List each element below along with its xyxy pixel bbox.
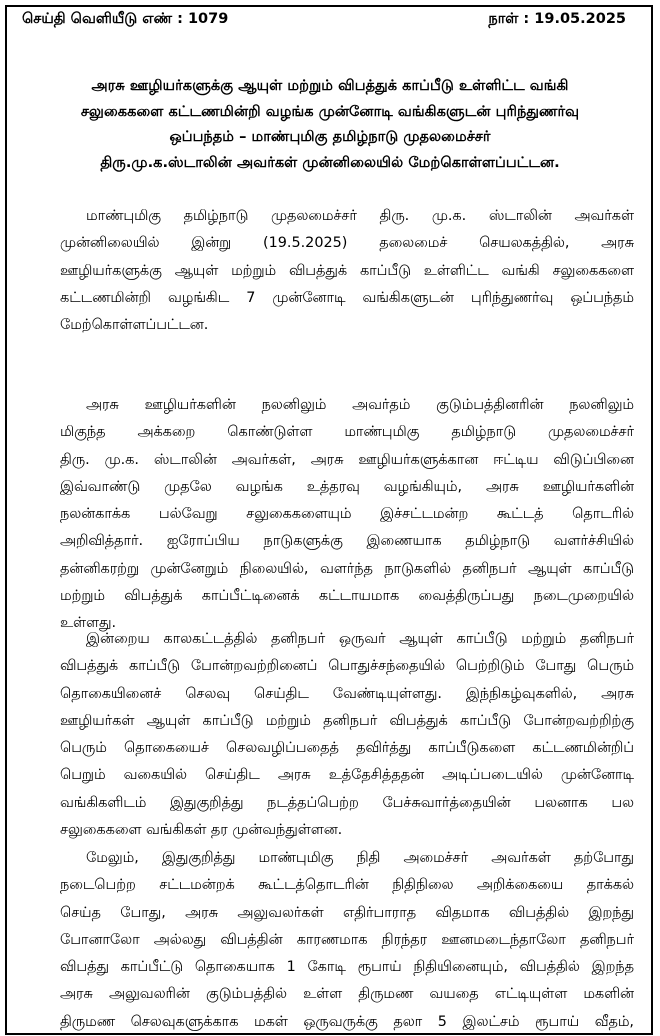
paragraph-line: கட்டணமின்றி வழங்கிட 7 முன்னோடி வங்கிகளுடன் புரிந்துணர்வு ஒப்பந்தம் — [60, 289, 634, 306]
paragraph-2 — [60, 392, 634, 638]
paragraph-line: வங்கிகளிடம் இதுகுறித்து நடத்தப்பெற்ற பேச்சுவார்த்தையின் பலனாக பல — [60, 794, 634, 811]
paragraph-line: நலன்காக்க பல்வேறு சலுகைகளையும் இச்சட்டமன்ற கூட்டத் தொடரில் — [60, 506, 634, 523]
paragraph-line: தன்னிகரற்று முன்னேறும் நிலையில், வளர்ந்த நாடுகளில் தனிநபர் ஆயுள் காப்பீடு — [60, 560, 634, 577]
release-date: நாள் : 19.05.2025 — [488, 11, 626, 27]
press-release-number: செய்தி வெளியீடு எண் : 1079 — [22, 11, 229, 27]
paragraph-line: பெறும் வகையில் செய்திட அரசு உத்தேசித்ததன் அடிப்படையில் முன்னோடி — [60, 767, 634, 784]
paragraph-line: அரசு அலுவலரின் குடும்பத்தில் உள்ள திருமண வயதை எட்டியுள்ள மகளின் — [60, 986, 634, 1003]
paragraph-line: தொகையினைச் செலவு செய்திட வேண்டியுள்ளது. இந்நிகழ்வுகளில், அரசு — [60, 685, 634, 702]
paragraph-4 — [60, 845, 634, 1036]
paragraph-line: ஊழியர்களுக்கு ஆயுள் மற்றும் விபத்துக் காப்பீடு உள்ளிட்ட வங்கி சலுகைகளை — [60, 262, 634, 279]
paragraph-line: மற்றும் விபத்துக் காப்பீட்டினைக் கட்டாயமாக வைத்திருப்பது நடைமுறையில் — [60, 588, 634, 605]
paragraph-line: போனாலோ அல்லது விபத்தின் காரணமாக நிரந்தர ஊனமடைந்தாலோ தனிநபர் — [60, 931, 634, 948]
document-header — [22, 9, 626, 31]
paragraph-line: செய்த போது, அரசு அலுவலர்கள் எதிர்பாராத விதமாக விபத்தில் இறந்து — [60, 904, 634, 921]
document-title — [34, 73, 626, 175]
title-line: அரசு ஊழியர்களுக்கு ஆயுள் மற்றும் விபத்துக் காப்பீடு உள்ளிட்ட வங்கி — [91, 77, 569, 94]
paragraph-line: சலுகைகளை வங்கிகள் தர முன்வந்துள்ளன. — [60, 822, 343, 839]
paragraph-line: பெரும் தொகையைச் செலவழிப்பதைத் தவிர்த்து காப்பீடுகளை கட்டணமின்றிப் — [60, 740, 634, 757]
paragraph-line: முன்னிலையில் இன்று (19.5.2025) தலைமைச் செயலகத்தில், அரசு — [60, 235, 634, 252]
title-line: சலுகைகளை கட்டணமின்றி வழங்க முன்னோடி வங்கிகளுடன் புரிந்துணர்வு — [80, 102, 580, 120]
paragraph-line: ஊழியர்கள் ஆயுள் காப்பீடு மற்றும் தனிநபர் விபத்துக் காப்பீடு போன்றவற்றிற்கு — [60, 712, 634, 729]
paragraph-line: அரசு ஊழியர்களின் நலனிலும் அவர்தம் குடும்பத்தினரின் நலனிலும் — [86, 397, 634, 413]
paragraph-line: விபத்து காப்பீட்டு தொகையாக 1 கோடி ரூபாய் நிதியினையும், விபத்தில் இறந்த — [60, 959, 634, 976]
paragraph-line: விபத்துக் காப்பீடு போன்றவற்றினைப் பொதுச்சந்தையில் பெற்றிடும் போது பெரும் — [60, 658, 634, 675]
paragraph-line: இன்றைய காலகட்டத்தில் தனிநபர் ஒருவர் ஆயுள் காப்பீடு மற்றும் தனிநபர் — [86, 631, 634, 647]
paragraph-line: மாண்புமிகு தமிழ்நாடு முதலமைச்சர் திரு. மு.க. ஸ்டாலின் அவர்கள் — [86, 208, 634, 224]
paragraph-3 — [60, 626, 634, 844]
title-line: ஒப்பந்தம் – மாண்புமிகு தமிழ்நாடு முதலமைச்சர் — [169, 128, 491, 145]
paragraph-line: உள்ளது. — [60, 615, 117, 632]
paragraph-line: மிகுந்த அக்கறை கொண்டுள்ள மாண்புமிகு தமிழ்நாடு முதலமைச்சர் — [60, 424, 634, 441]
paragraph-line: மேற்கொள்ளப்பட்டன. — [60, 317, 209, 334]
paragraph-line: இவ்வாண்டு முதலே வழங்க உத்தரவு வழங்கியும், அரசு ஊழியர்களின் — [60, 478, 634, 495]
paragraph-line: திருமண செலவுகளுக்காக மகள் ஒருவருக்கு தலா 5 இலட்சம் ரூபாய் வீதம், — [60, 1013, 634, 1030]
title-line: திரு.மு.க.ஸ்டாலின் அவர்கள் முன்னிலையில் மேற்கொள்ளப்பட்டன. — [100, 153, 560, 171]
paragraph-line: மேலும், இதுகுறித்து மாண்புமிகு நிதி அமைச்சர் அவர்கள் தற்போது — [86, 850, 634, 866]
paragraph-line: நடைபெற்ற சட்டமன்றக் கூட்டத்தொடரின் நிதிநிலை அறிக்கையை தாக்கல் — [60, 877, 634, 894]
paragraph-line: திரு. மு.க. ஸ்டாலின் அவர்கள், அரசு ஊழியர்களுக்கான ஈட்டிய விடுப்பினை — [60, 451, 634, 468]
paragraph-line: அறிவித்தார். ஐரோப்பிய நாடுகளுக்கு இணையாக தமிழ்நாடு வளர்ச்சியில் — [60, 533, 634, 550]
paragraph-1 — [60, 203, 634, 339]
